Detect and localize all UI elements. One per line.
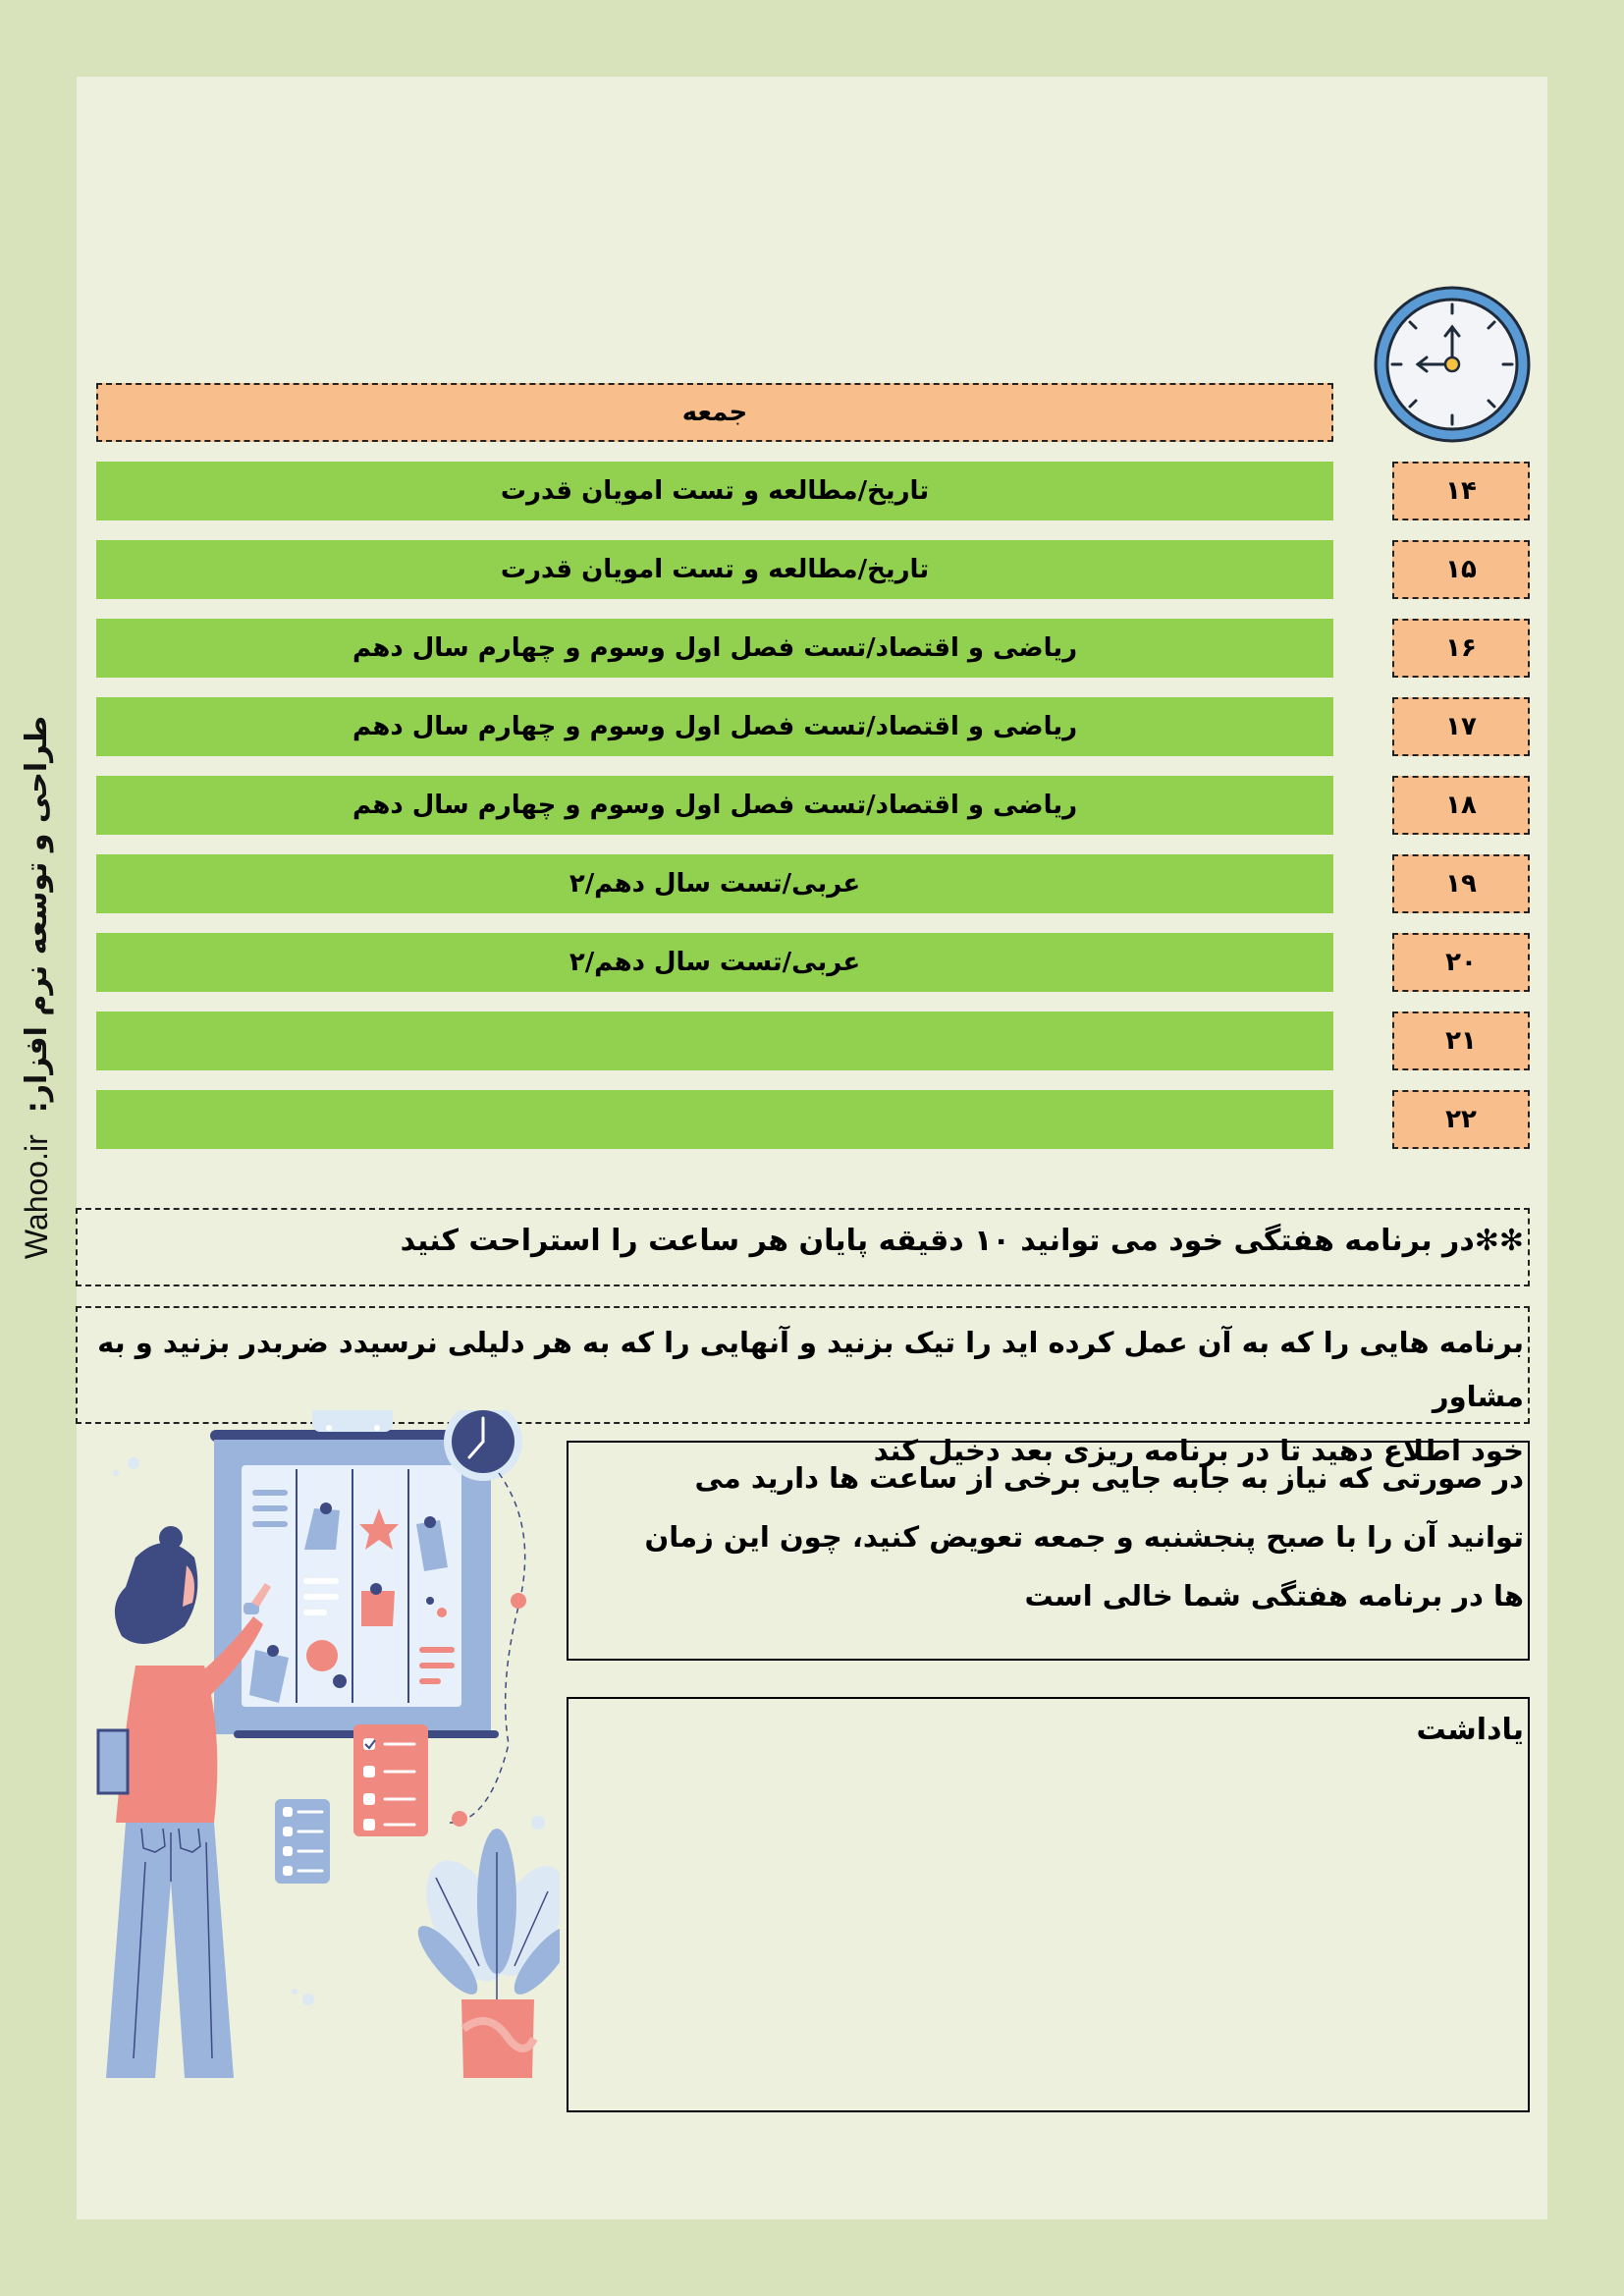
subject-cell[interactable] (96, 540, 1333, 599)
planning-board-illustration (77, 1410, 560, 2078)
clock-icon (1373, 285, 1532, 444)
subject-text: تاریخ/مطالعه و تست امویان قدرت (500, 555, 930, 584)
hour-text: ۲۱ (1445, 1026, 1477, 1056)
hour-text: ۱۸ (1445, 791, 1477, 820)
memo-title: یاداشت (1416, 1713, 1524, 1747)
hour-text: ۲۲ (1445, 1105, 1477, 1134)
subject-cell[interactable] (96, 1090, 1333, 1149)
rest-tip-text: ✻✻در برنامه هفتگی خود می توانید ۱۰ دقیقه پایان هر ساعت را استراحت کنید (400, 1224, 1524, 1258)
tick-tip-line-1: برنامه هایی را که به آن عمل کرده اید را تیک بزنید و آنهایی را که به هر دلیلی نرسیدد ضربدر بزنید و به مشاور (97, 1326, 1524, 1413)
swap-tip-text: در صورتی که نیاز به جابه جایی برخی از ساعت ها دارید می توانید آن را با صبح پنجشنبه و جمعه تعویض کنید، چون این زمان ها در برنامه هفتگی شما خالی است (644, 1461, 1524, 1613)
plant-pot (461, 1999, 534, 2078)
hour-text: ۱۴ (1445, 476, 1477, 506)
hour-cell (1392, 697, 1530, 756)
swap-tip-box (567, 1441, 1530, 1661)
hour-cell (1392, 933, 1530, 992)
hour-cell (1392, 776, 1530, 835)
subject-text: ریاضی و اقتصاد/تست فصل اول وسوم و چهارم سال دهم (352, 712, 1078, 741)
side-credit (8, 715, 67, 1259)
subject-text: تاریخ/مطالعه و تست امویان قدرت (500, 476, 930, 506)
woman-book (98, 1730, 128, 1793)
subject-cell[interactable] (96, 776, 1333, 835)
hour-cell (1392, 540, 1530, 599)
hour-cell (1392, 619, 1530, 678)
hour-cell (1392, 1011, 1530, 1070)
hour-cell (1392, 1090, 1530, 1149)
hour-text: ۱۹ (1445, 869, 1477, 899)
subject-text: ریاضی و اقتصاد/تست فصل اول وسوم و چهارم سال دهم (352, 633, 1078, 663)
subject-cell[interactable] (96, 697, 1333, 756)
tick-tip-box (76, 1306, 1530, 1467)
tick-tip-line-2: خود اطلاع دهید تا در برنامه ریزی بعد دخیل کند (873, 1434, 1524, 1467)
credit-site: Wahoo.ir (19, 1133, 55, 1259)
day-header (96, 383, 1333, 442)
decor-dot (128, 1457, 139, 1469)
rest-tip-box (76, 1208, 1530, 1286)
subject-text: عربی/تست سال دهم/۲ (568, 948, 861, 977)
subject-text: عربی/تست سال دهم/۲ (568, 869, 861, 899)
hour-text: ۱۷ (1445, 712, 1477, 741)
hour-cell (1392, 854, 1530, 913)
board-clip (312, 1410, 393, 1432)
day-header-label: جمعه (681, 398, 748, 427)
hour-text: ۱۶ (1445, 633, 1477, 663)
subject-cell[interactable] (96, 619, 1333, 678)
decor-dot (113, 1470, 119, 1476)
subject-cell[interactable] (96, 854, 1333, 913)
subject-cell[interactable] (96, 1011, 1333, 1070)
hour-text: ۲۰ (1445, 948, 1477, 977)
memo-box[interactable] (567, 1697, 1530, 2112)
woman-pants (106, 1823, 234, 2078)
hour-text: ۱۵ (1445, 555, 1477, 584)
subject-cell[interactable] (96, 462, 1333, 520)
subject-cell[interactable] (96, 933, 1333, 992)
hour-cell (1392, 462, 1530, 520)
credit-label: طراحی و توسعه نرم افزار: (20, 715, 55, 1113)
subject-text: ریاضی و اقتصاد/تست فصل اول وسوم و چهارم سال دهم (352, 791, 1078, 820)
